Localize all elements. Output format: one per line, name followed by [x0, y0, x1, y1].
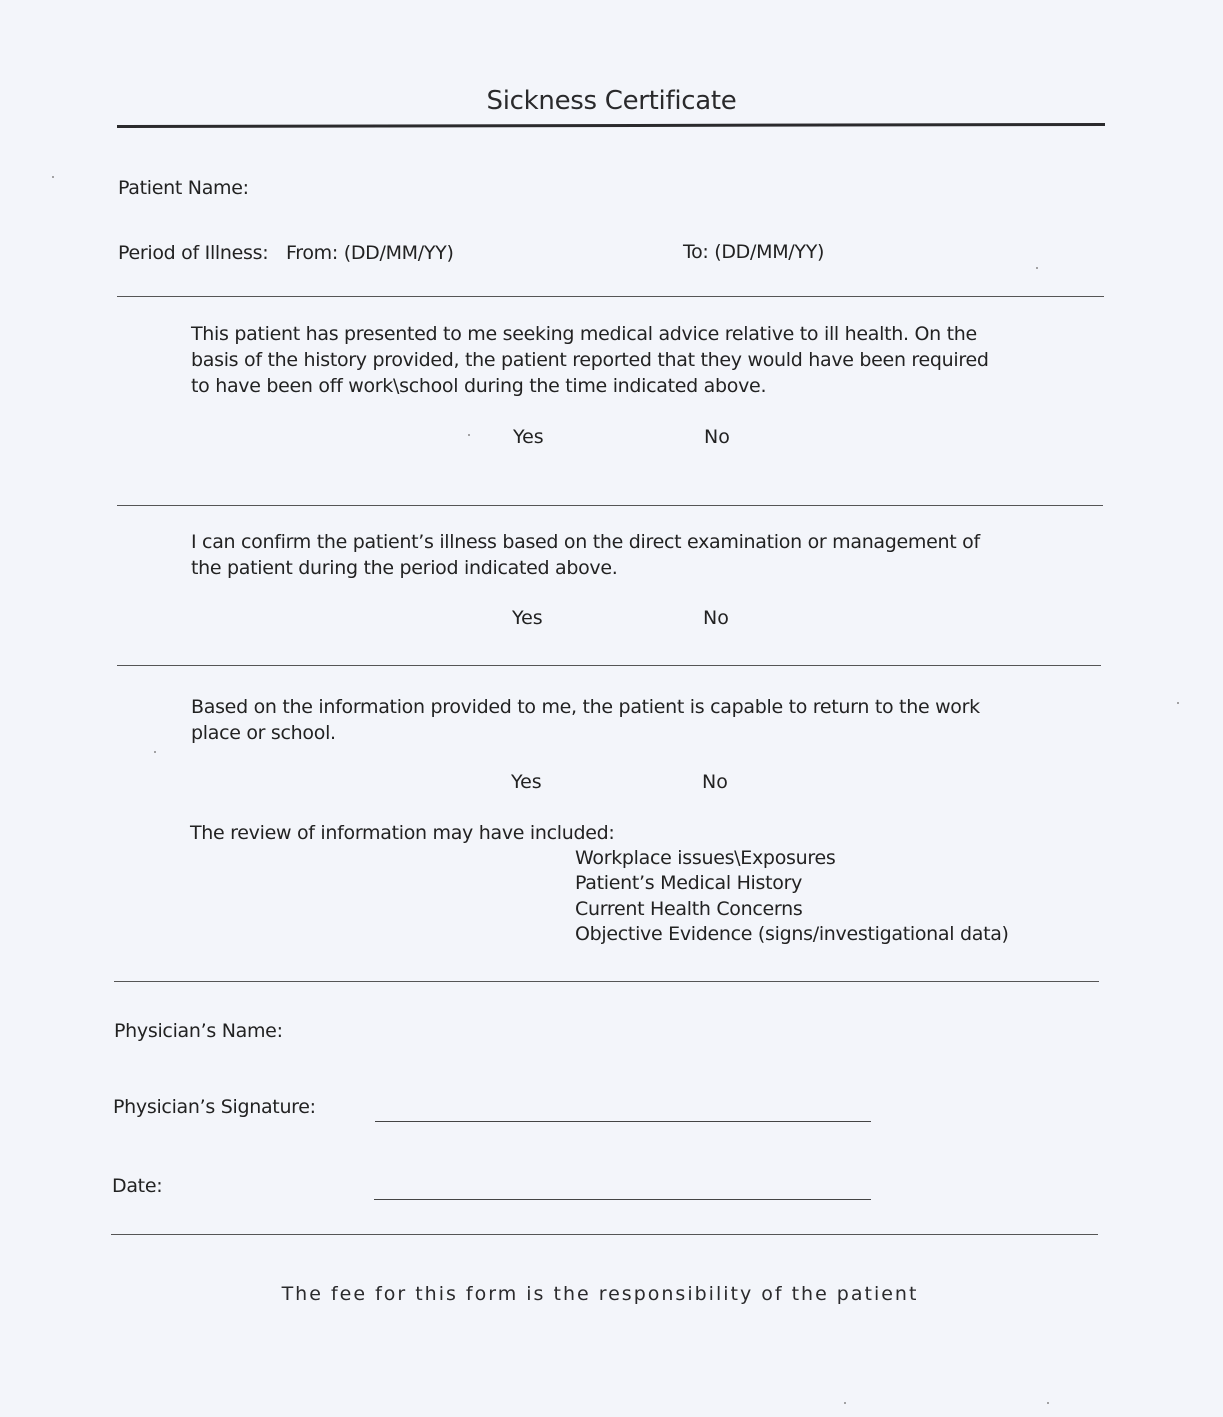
- section-divider: [117, 505, 1103, 506]
- question-2-line: I can confirm the patient’s illness based on the direct examination or management of: [191, 531, 980, 553]
- period-from-label: From: (DD/MM/YY): [286, 242, 454, 264]
- question-2-text: [191, 529, 1031, 581]
- review-item: Workplace issues\Exposures: [575, 847, 836, 869]
- scan-speck: [468, 434, 470, 436]
- physician-signature-label: Physician’s Signature:: [113, 1096, 316, 1118]
- question-2-yes-option[interactable]: Yes: [512, 607, 543, 629]
- fee-notice: The fee for this form is the responsibility of the patient: [281, 1283, 919, 1305]
- scan-speck: [154, 751, 156, 753]
- question-1-yes-option[interactable]: Yes: [513, 426, 544, 448]
- review-item: Patient’s Medical History: [575, 872, 803, 894]
- period-of-illness-label: Period of Illness:: [118, 242, 269, 264]
- question-3-line: place or school.: [191, 722, 336, 744]
- review-item: Current Health Concerns: [575, 898, 803, 920]
- date-line[interactable]: [374, 1199, 871, 1200]
- document-title: Sickness Certificate: [486, 86, 737, 116]
- question-3-yes-option[interactable]: Yes: [511, 771, 542, 793]
- signature-line[interactable]: [375, 1121, 871, 1122]
- question-2-no-option[interactable]: No: [703, 607, 729, 629]
- question-3-line: Based on the information provided to me, the patient is capable to return to the work: [191, 696, 980, 718]
- section-divider: [114, 981, 1099, 982]
- question-1-line: basis of the history provided, the patient reported that they would have been required: [191, 349, 989, 371]
- question-1-no-option[interactable]: No: [704, 426, 730, 448]
- scan-speck: [1036, 267, 1038, 269]
- scan-speck: [52, 176, 54, 178]
- section-divider: [111, 1234, 1098, 1235]
- question-3-text: [191, 694, 1031, 746]
- scan-speck: [1177, 702, 1179, 704]
- review-item: Objective Evidence (signs/investigational data): [575, 923, 1009, 945]
- scan-speck: [1047, 1402, 1049, 1404]
- physician-name-label: Physician’s Name:: [114, 1020, 283, 1042]
- period-to-label: To: (DD/MM/YY): [683, 241, 825, 263]
- section-divider: [117, 296, 1104, 297]
- question-2-line: the patient during the period indicated above.: [191, 557, 618, 579]
- section-divider: [117, 665, 1101, 666]
- question-1-line: This patient has presented to me seeking medical advice relative to ill health. On the: [191, 323, 977, 345]
- question-1-text: [191, 321, 1031, 399]
- question-1-line: to have been off work\school during the time indicated above.: [191, 375, 767, 397]
- date-label: Date:: [112, 1175, 163, 1197]
- scan-speck: [844, 1402, 846, 1404]
- title-rule: [117, 123, 1105, 128]
- question-3-no-option[interactable]: No: [702, 771, 728, 793]
- patient-name-label: Patient Name:: [118, 177, 249, 199]
- review-intro: The review of information may have included:: [190, 822, 615, 844]
